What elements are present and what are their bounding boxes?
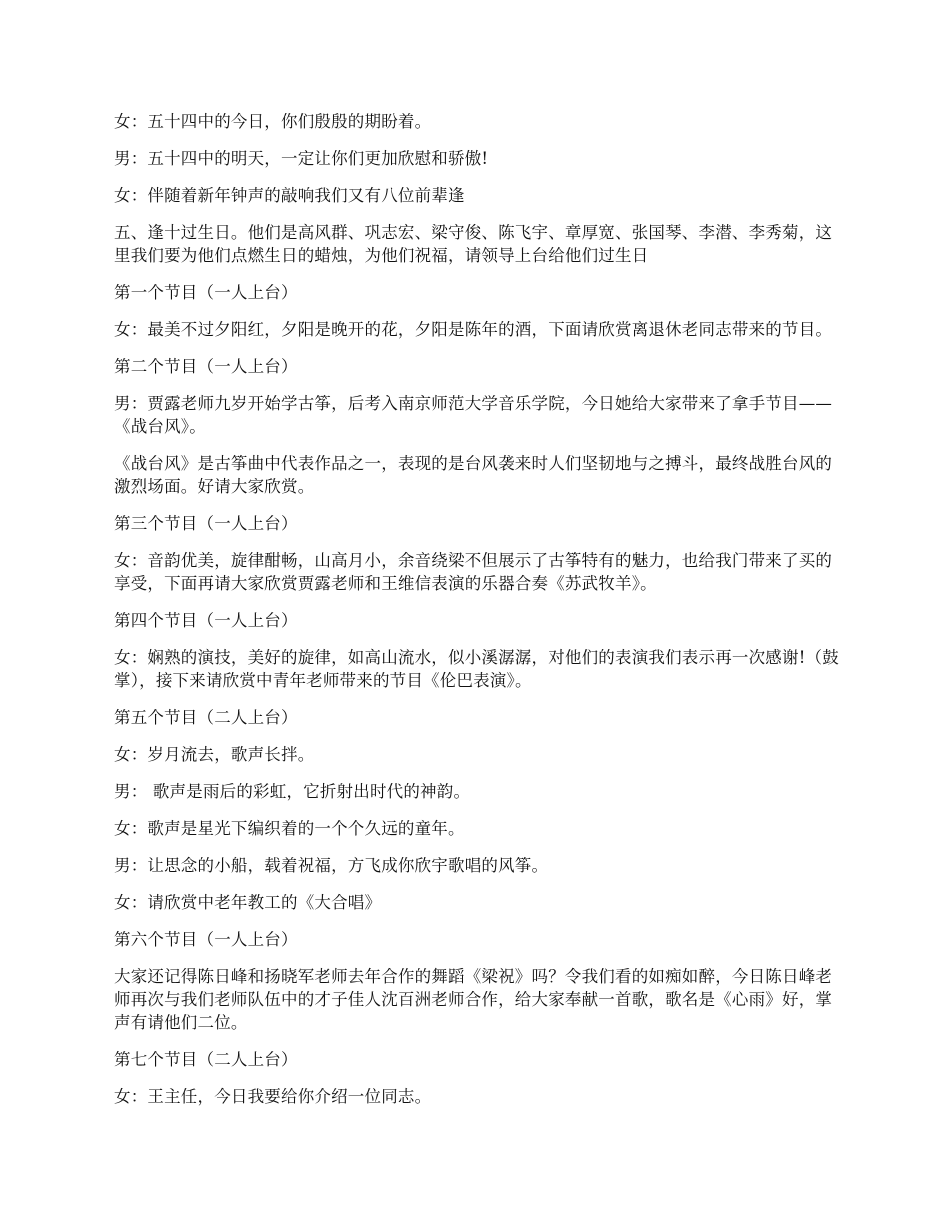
paragraph-6: 女：最美不过夕阳红，夕阳是晚开的花，夕阳是陈年的酒，下面请欣赏离退休老同志带来的节目。 [114, 320, 833, 339]
document-body [114, 110, 840, 1122]
paragraph-19: 女：请欣赏中老年教工的《大合唱》 [114, 893, 382, 912]
paragraph-23: 女：王主任，今日我要给你介绍一位同志。 [114, 1087, 432, 1106]
program-heading-4: 第四个节目（一人上台） [114, 611, 298, 630]
paragraph-9: 《战台风》是古筝曲中代表作品之一，表现的是台风袭来时人们坚韧地与之搏斗，最终战胜台风的激烈场面。好请大家欣赏。 [114, 454, 833, 496]
paragraph-15: 女：岁月流去，歌声长拌。 [114, 745, 315, 764]
program-heading-3: 第三个节目（一人上台） [114, 514, 298, 533]
program-heading-2: 第二个节目（一人上台） [114, 357, 298, 376]
program-heading-5: 第五个节目（二人上台） [114, 708, 298, 727]
paragraph-21: 大家还记得陈日峰和扬晓军老师去年合作的舞蹈《梁祝》吗？令我们看的如痴如醉，今日陈日峰老师再次与我们老师队伍中的才子佳人沈百洲老师合作，给大家奉献一首歌，歌名是《心雨》好，掌声有请他们二位。 [114, 967, 833, 1032]
paragraph-1: 女：五十四中的今日，你们殷殷的期盼着。 [114, 112, 432, 131]
paragraph-18: 男：让思念的小船，载着祝福，方飞成你欣宇歌唱的风筝。 [114, 856, 549, 875]
program-heading-1: 第一个节目（一人上台） [114, 283, 298, 302]
paragraph-2: 男：五十四中的明天，一定让你们更加欣慰和骄傲! [114, 149, 489, 168]
program-heading-7: 第七个节目（二人上台） [114, 1050, 298, 1069]
paragraph-13: 女：娴熟的演技，美好的旋律，如高山流水，似小溪潺潺，对他们的表演我们表示再一次感谢!（鼓掌），接下来请欣赏中青年老师带来的节目《伦巴表演》。 [114, 648, 839, 690]
program-heading-6: 第六个节目（一人上台） [114, 930, 298, 949]
paragraph-4: 五、逢十过生日。他们是高风群、巩志宏、梁守俊、陈飞宇、章厚宽、张国琴、李潜、李秀菊，这里我们要为他们点燃生日的蜡烛，为他们祝福，请领导上台给他们过生日 [114, 223, 833, 265]
paragraph-17: 女：歌声是星光下编织着的一个个久远的童年。 [114, 819, 465, 838]
paragraph-8: 男：贾露老师九岁开始学古筝，后考入南京师范大学音乐学院，今日她给大家带来了拿手节目——《战台风》。 [114, 394, 833, 436]
paragraph-16: 男： 歌声是雨后的彩虹，它折射出时代的神韵。 [114, 782, 471, 801]
paragraph-11: 女：音韵优美，旋律酣畅，山高月小，余音绕梁不但展示了古筝特有的魅力，也给我门带来了买的享受，下面再请大家欣赏贾露老师和王维信表演的乐器合奏《苏武牧羊》。 [114, 551, 833, 593]
paragraph-3: 女：伴随着新年钟声的敲响我们又有八位前辈逢 [114, 186, 465, 205]
